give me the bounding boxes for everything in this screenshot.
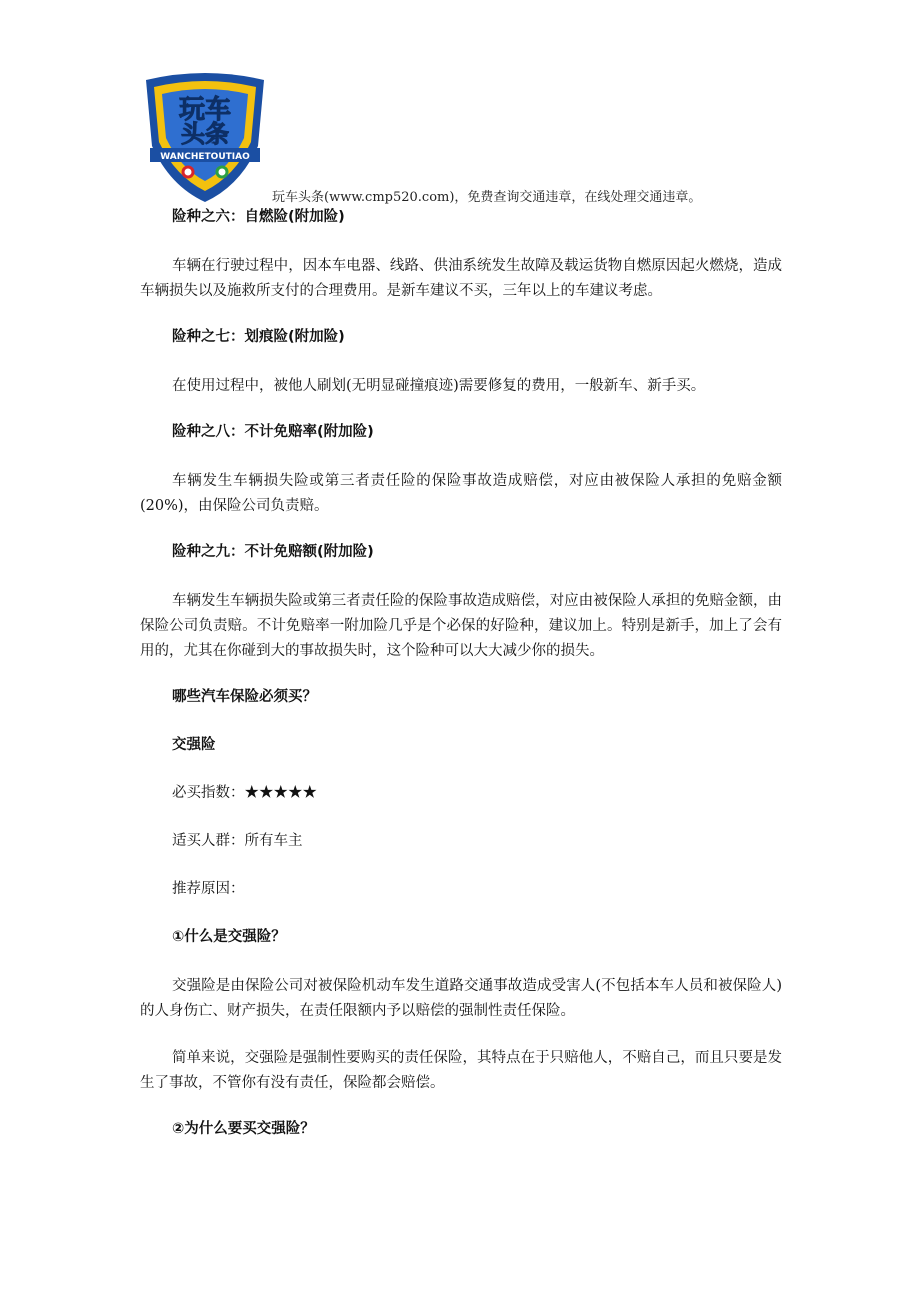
- recommend-reason: 推荐原因：: [172, 881, 245, 897]
- question-what-is: ①什么是交强险？: [172, 929, 286, 945]
- logo-text-top: 玩车: [178, 95, 232, 125]
- question-why-buy: ②为什么要买交强险？: [172, 1121, 315, 1137]
- paragraph-type-9: 车辆发生车辆损失险或第三者责任险的保险事故造成赔偿，对应由被保险人承担的免赔金额，由保险公司负责赔。不计免赔率一附加险几乎是个必保的好险种，建议加上。特别是新手，加上了会有用的，尤其在你碰到大的事故损失时，这个险种可以大大减少你的损失。: [140, 593, 782, 659]
- heading-type-9: 险种之九：不计免赔额(附加险): [172, 544, 374, 560]
- suitable-crowd: 适买人群：所有车主: [172, 833, 303, 849]
- logo-red-dot: [183, 167, 193, 177]
- site-logo: [140, 68, 270, 204]
- heading-jiaoqiangxian: 交强险: [172, 737, 216, 753]
- paragraph-simple: 简单来说，交强险是强制性要购买的责任保险，其特点在于只赔他人，不赔自己，而且只要是发生了事故，不管你有没有责任，保险都会赔偿。: [140, 1050, 782, 1091]
- paragraph-type-7: 在使用过程中，被他人刷划(无明显碰撞痕迹)需要修复的费用，一般新车、新手买。: [172, 378, 706, 394]
- paragraph-type-6: 车辆在行驶过程中，因本车电器、线路、供油系统发生故障及载运货物自燃原因起火燃烧，造成车辆损失以及施救所支付的合理费用。是新车建议不买，三年以上的车建议考虑。: [140, 258, 782, 299]
- site-tagline: 玩车头条(www.cmp520.com)，免费查询交通违章，在线处理交通违章。: [272, 190, 702, 205]
- heading-type-7: 险种之七：划痕险(附加险): [172, 329, 345, 345]
- article-body: [140, 206, 782, 1140]
- paragraph-type-8: 车辆发生车辆损失险或第三者责任险的保险事故造成赔偿，对应由被保险人承担的免赔金额(20%)，由保险公司负责赔。: [140, 473, 782, 514]
- heading-type-6: 险种之六：自燃险(附加险): [172, 209, 345, 225]
- logo-green-dot: [217, 167, 227, 177]
- logo-banner-text: WANCHETOUTIAO: [160, 152, 250, 162]
- must-buy-index: 必买指数：★★★★★: [172, 785, 317, 801]
- paragraph-definition: 交强险是由保险公司对被保险机动车发生道路交通事故造成受害人(不包括本车人员和被保险人)的人身伤亡、财产损失，在责任限额内予以赔偿的强制性责任保险。: [140, 978, 782, 1019]
- heading-type-8: 险种之八：不计免赔率(附加险): [172, 424, 374, 440]
- logo-text-bottom: 头条: [181, 120, 229, 148]
- question-must-buy: 哪些汽车保险必须买？: [172, 689, 317, 705]
